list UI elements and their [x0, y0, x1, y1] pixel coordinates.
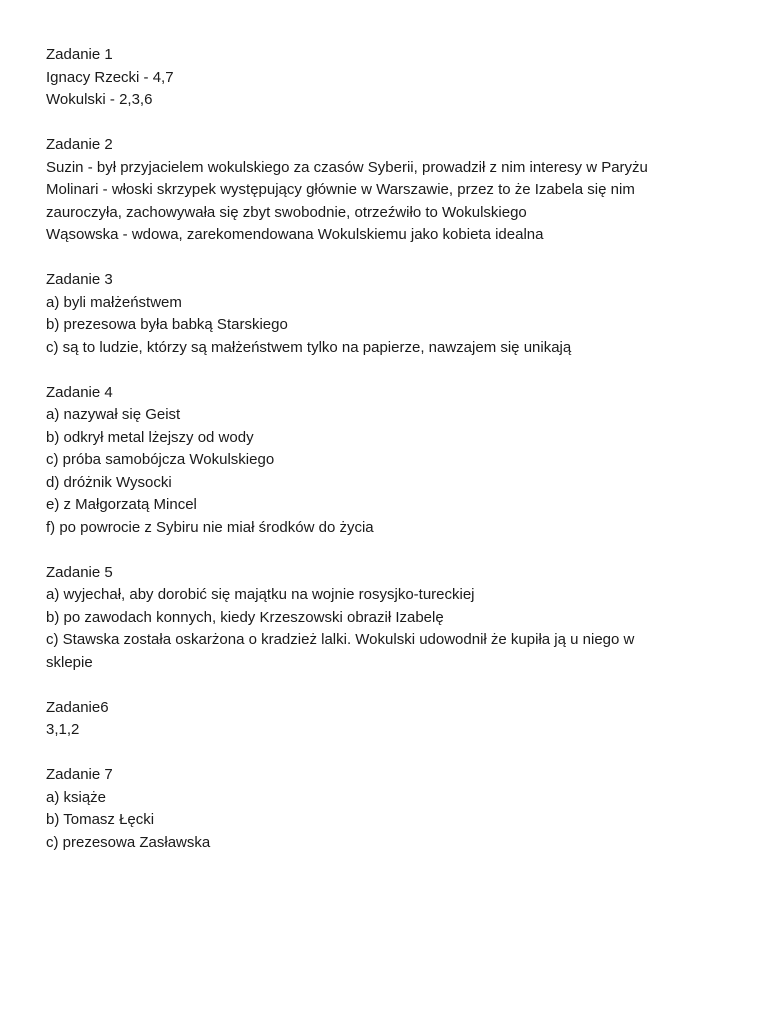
- answer-line: Wąsowska - wdowa, zarekomendowana Wokulskiemu jako kobieta idealna: [46, 226, 544, 243]
- answer-line: b) Tomasz Łęcki: [46, 811, 155, 828]
- answer-line: e) z Małgorzatą Mincel: [46, 496, 197, 513]
- answer-line: b) odkrył metal lżejszy od wody: [46, 428, 254, 446]
- section-zadanie-7: [46, 764, 746, 854]
- answer-line: Wokulski - 2,3,6: [46, 91, 153, 108]
- answer-line: b) prezesowa była babką Starskiego: [46, 316, 288, 333]
- answer-line: Suzin - był przyjacielem wokulskiego za czasów Syberii, prowadził z nim interesy w Paryżu: [46, 158, 648, 176]
- answer-line: 3,1,2: [46, 721, 80, 738]
- document-page: [46, 44, 746, 877]
- section-zadanie-1: [46, 44, 746, 112]
- answer-line: c) próba samobójcza Wokulskiego: [46, 451, 275, 468]
- section-heading: Zadanie 5: [46, 563, 113, 581]
- section-zadanie-5: [46, 562, 746, 675]
- answer-line: c) Stawska została oskarżona o kradzież lalki. Wokulski udowodnił że kupiła ją u niego w: [46, 631, 635, 648]
- section-zadanie-4: [46, 382, 746, 540]
- section-heading: Zadanie 7: [46, 766, 113, 783]
- answer-line: Ignacy Rzecki - 4,7: [46, 68, 174, 86]
- answer-line: a) wyjechał, aby dorobić się majątku na wojnie rosysjko-tureckiej: [46, 586, 475, 603]
- answer-line: a) nazywał się Geist: [46, 406, 181, 423]
- answer-line: f) po powrocie z Sybiru nie miał środków do życia: [46, 518, 374, 536]
- section-heading: Zadanie6: [46, 698, 109, 716]
- section-heading: Zadanie 4: [46, 383, 113, 401]
- answer-line: d) dróżnik Wysocki: [46, 473, 172, 491]
- section-zadanie-6: [46, 697, 746, 742]
- section-heading: Zadanie 1: [46, 46, 113, 63]
- section-zadanie-3: [46, 269, 746, 359]
- section-heading: Zadanie 3: [46, 271, 113, 288]
- section-zadanie-2: [46, 134, 746, 247]
- answer-line: b) po zawodach konnych, kiedy Krzeszowski obraził Izabelę: [46, 608, 444, 626]
- answer-line: a) książe: [46, 788, 107, 806]
- answer-line: Molinari - włoski skrzypek występujący głównie w Warszawie, przez to że Izabela się nim: [46, 181, 635, 198]
- section-heading: Zadanie 2: [46, 136, 113, 153]
- answer-line: a) byli małżeństwem: [46, 293, 182, 311]
- answer-line: zauroczyła, zachowywała się zbyt swobodnie, otrzeźwiło to Wokulskiego: [46, 203, 527, 221]
- answer-line: c) są to ludzie, którzy są małżeństwem tylko na papierze, nawzajem się unikają: [46, 338, 572, 356]
- answer-line: c) prezesowa Zasławska: [46, 833, 211, 851]
- answer-line: sklepie: [46, 653, 93, 671]
